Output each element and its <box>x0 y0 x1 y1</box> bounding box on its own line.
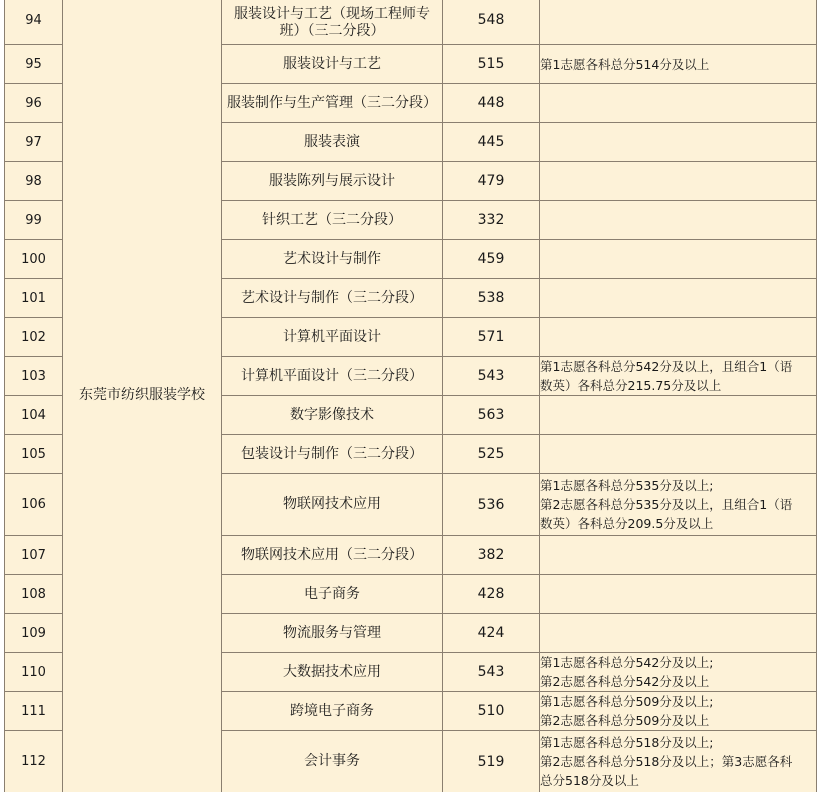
note-line: 第1志愿各科总分542分及以上，且组合1（语 <box>540 359 793 374</box>
row-number: 98 <box>5 162 63 201</box>
note-line: 第2志愿各科总分542分及以上 <box>540 674 710 689</box>
admission-note <box>540 0 817 45</box>
min-score: 538 <box>443 279 540 318</box>
admission-note <box>540 201 817 240</box>
admission-score-table <box>4 0 817 792</box>
min-score: 563 <box>443 396 540 435</box>
note-line: 第1志愿各科总分542分及以上; <box>540 655 714 670</box>
admission-note <box>540 123 817 162</box>
admission-note <box>540 84 817 123</box>
row-number: 104 <box>5 396 63 435</box>
school-name: 东莞市纺织服装学校 <box>63 0 222 792</box>
major-name: 会计事务 <box>222 731 443 792</box>
row-number: 110 <box>5 653 63 692</box>
admission-note <box>540 162 817 201</box>
note-line: 第1志愿各科总分518分及以上; <box>540 735 714 750</box>
table-row <box>5 0 817 45</box>
min-score: 479 <box>443 162 540 201</box>
row-number: 101 <box>5 279 63 318</box>
admission-note <box>540 357 817 396</box>
row-number: 111 <box>5 692 63 731</box>
min-score: 548 <box>443 0 540 45</box>
row-number: 95 <box>5 45 63 84</box>
min-score: 543 <box>443 357 540 396</box>
row-number: 99 <box>5 201 63 240</box>
row-number: 109 <box>5 614 63 653</box>
admission-note <box>540 318 817 357</box>
note-line: 数英）各科总分209.5分及以上 <box>540 516 714 531</box>
admission-note <box>540 575 817 614</box>
admission-note <box>540 653 817 692</box>
major-name: 艺术设计与制作 <box>222 240 443 279</box>
table-body <box>5 0 817 792</box>
major-name: 跨境电子商务 <box>222 692 443 731</box>
note-line: 第2志愿各科总分518分及以上；第3志愿各科 <box>540 754 793 769</box>
admission-note <box>540 396 817 435</box>
major-name: 计算机平面设计 <box>222 318 443 357</box>
row-number: 112 <box>5 731 63 792</box>
major-name: 电子商务 <box>222 575 443 614</box>
note-line: 第1志愿各科总分514分及以上 <box>540 56 710 72</box>
major-name: 包装设计与制作（三二分段） <box>222 435 443 474</box>
row-number: 106 <box>5 474 63 536</box>
note-line: 第1志愿各科总分509分及以上; <box>540 694 714 709</box>
row-number: 107 <box>5 536 63 575</box>
admission-note <box>540 536 817 575</box>
admission-note <box>540 435 817 474</box>
min-score: 332 <box>443 201 540 240</box>
min-score: 515 <box>443 45 540 84</box>
major-name: 艺术设计与制作（三二分段） <box>222 279 443 318</box>
row-number: 97 <box>5 123 63 162</box>
major-name: 大数据技术应用 <box>222 653 443 692</box>
note-line: 总分518分及以上 <box>540 773 639 788</box>
admission-note <box>540 279 817 318</box>
major-name: 服装制作与生产管理（三二分段） <box>222 84 443 123</box>
min-score: 459 <box>443 240 540 279</box>
row-number: 96 <box>5 84 63 123</box>
admission-note <box>540 45 817 84</box>
major-name: 服装陈列与展示设计 <box>222 162 443 201</box>
min-score: 519 <box>443 731 540 792</box>
admission-note <box>540 692 817 731</box>
note-line: 第2志愿各科总分535分及以上，且组合1（语 <box>540 497 793 512</box>
min-score: 448 <box>443 84 540 123</box>
row-number: 100 <box>5 240 63 279</box>
min-score: 445 <box>443 123 540 162</box>
min-score: 424 <box>443 614 540 653</box>
admission-note <box>540 240 817 279</box>
row-number: 103 <box>5 357 63 396</box>
min-score: 525 <box>443 435 540 474</box>
admission-note <box>540 474 817 536</box>
row-number: 108 <box>5 575 63 614</box>
major-name: 服装设计与工艺 <box>222 45 443 84</box>
min-score: 510 <box>443 692 540 731</box>
major-name: 服装表演 <box>222 123 443 162</box>
row-number: 102 <box>5 318 63 357</box>
note-line: 第1志愿各科总分535分及以上; <box>540 478 714 493</box>
major-name: 针织工艺（三二分段） <box>222 201 443 240</box>
admission-note <box>540 731 817 792</box>
row-number: 94 <box>5 0 63 45</box>
major-name: 物联网技术应用 <box>222 474 443 536</box>
major-name: 数字影像技术 <box>222 396 443 435</box>
min-score: 428 <box>443 575 540 614</box>
min-score: 543 <box>443 653 540 692</box>
row-number: 105 <box>5 435 63 474</box>
major-name: 物流服务与管理 <box>222 614 443 653</box>
major-name: 物联网技术应用（三二分段） <box>222 536 443 575</box>
major-name: 计算机平面设计（三二分段） <box>222 357 443 396</box>
note-line: 数英）各科总分215.75分及以上 <box>540 378 722 393</box>
admission-note <box>540 614 817 653</box>
min-score: 382 <box>443 536 540 575</box>
note-line: 第2志愿各科总分509分及以上 <box>540 713 710 728</box>
min-score: 536 <box>443 474 540 536</box>
min-score: 571 <box>443 318 540 357</box>
major-name: 服装设计与工艺（现场工程师专班）（三二分段） <box>222 0 443 45</box>
